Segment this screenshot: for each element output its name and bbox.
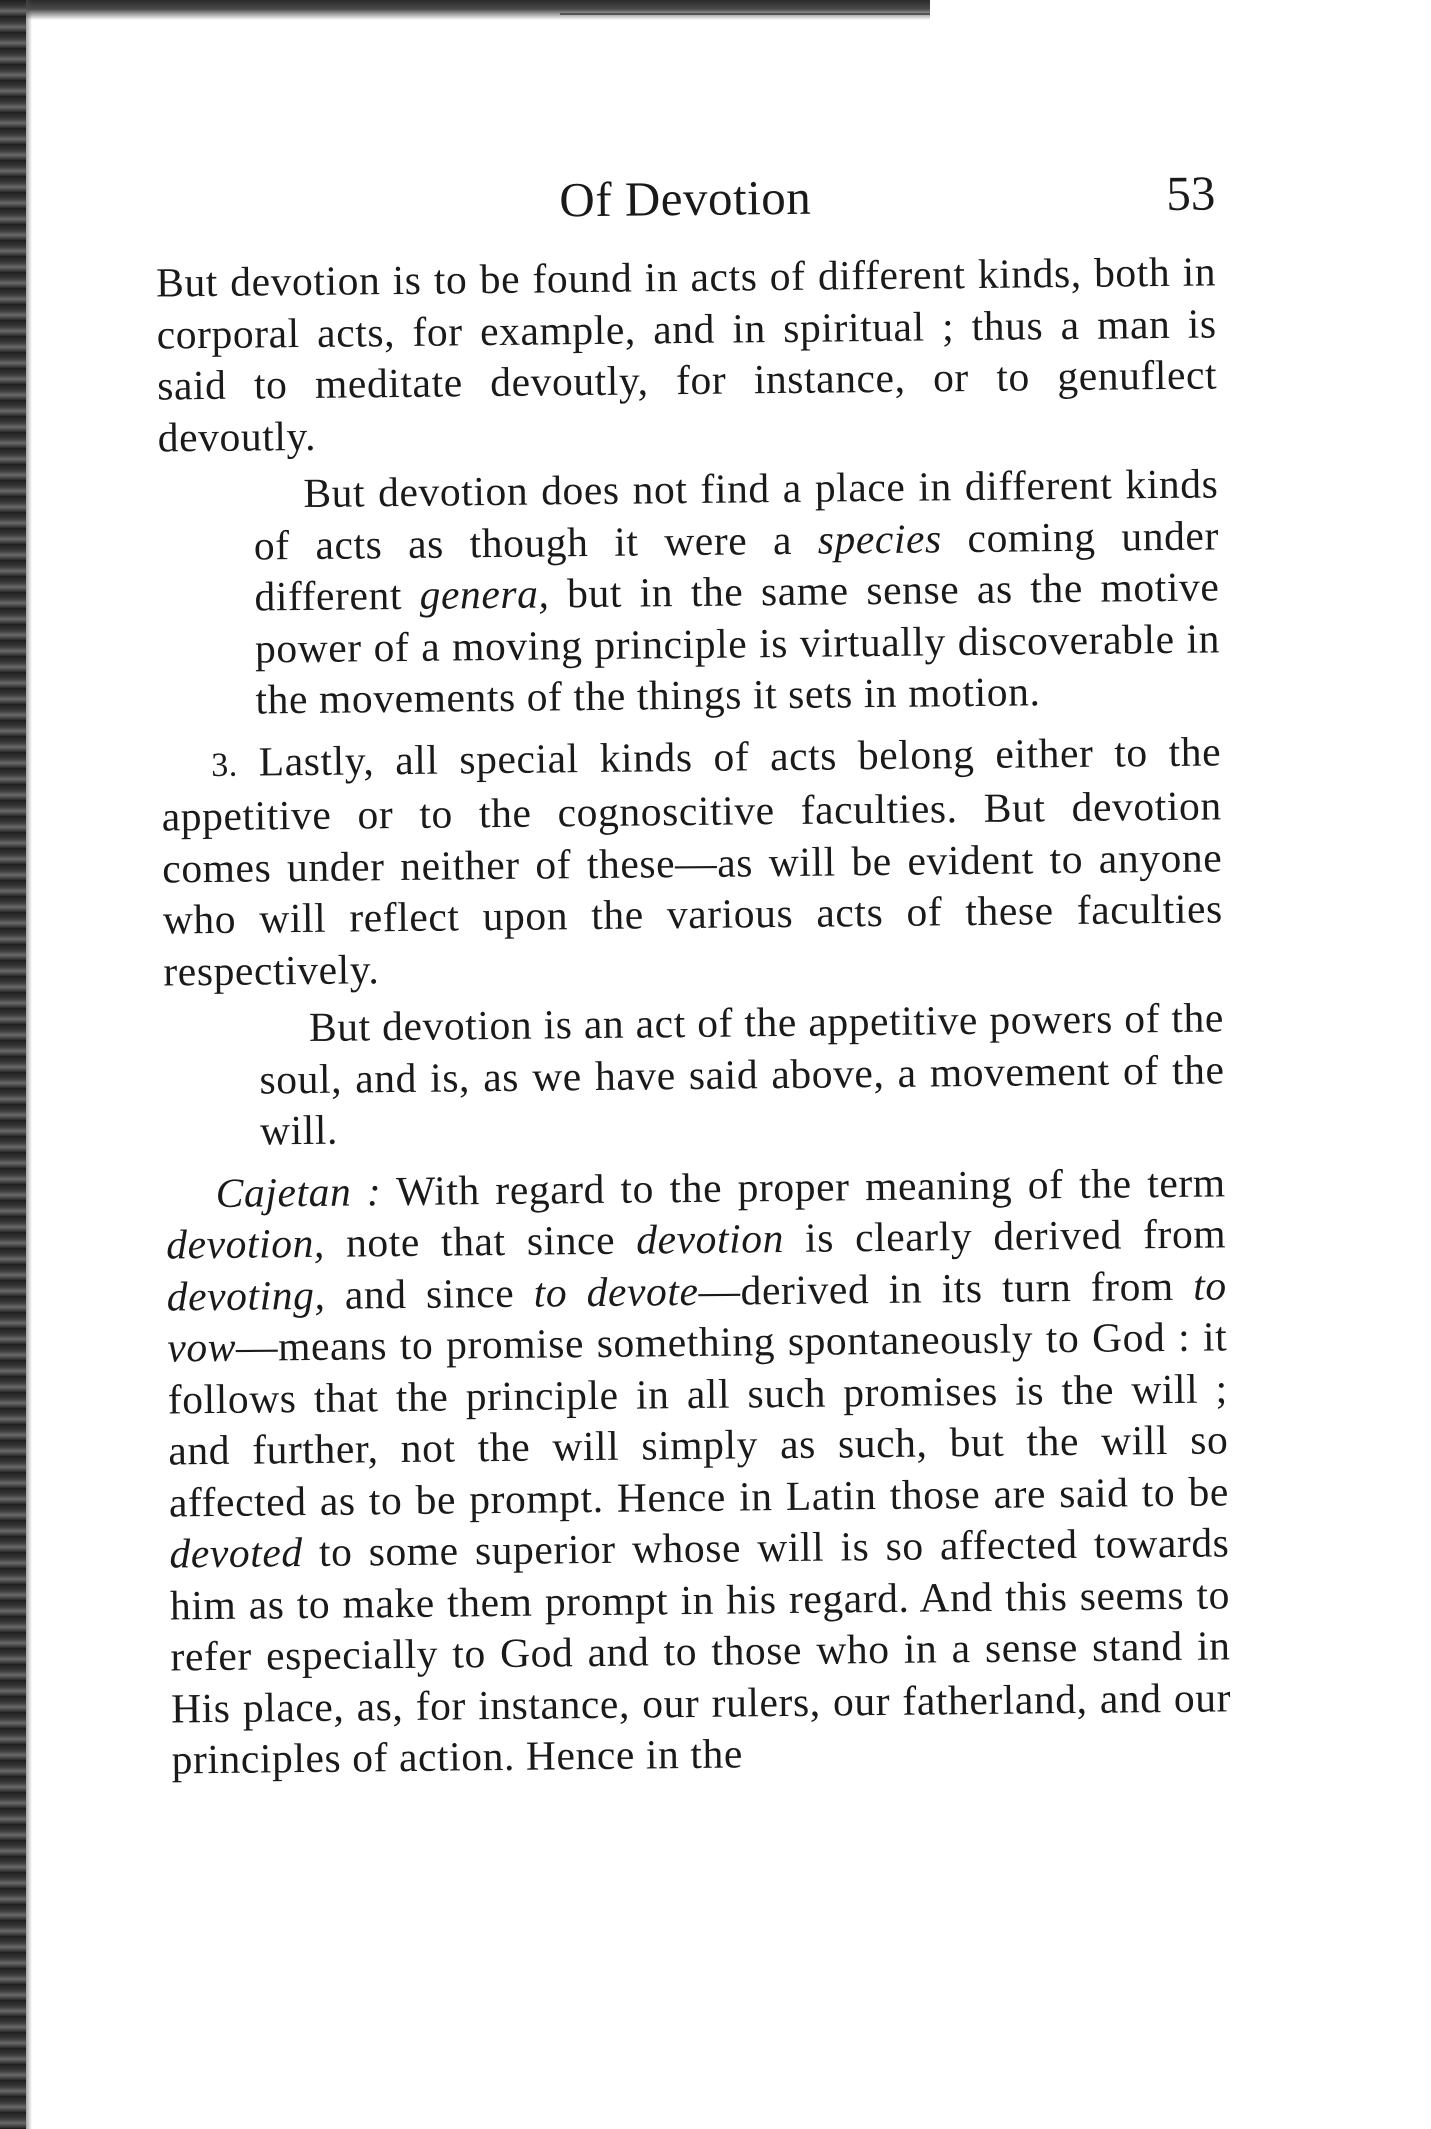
- reply-2-part2: coming under different: [254, 511, 1220, 620]
- cajetan-text-1: With regard to the proper meaning of the term: [381, 1158, 1226, 1214]
- reply-2-text: [253, 458, 1221, 726]
- scan-edge-line: [560, 13, 930, 15]
- cajetan-text-2: note that since: [324, 1216, 637, 1266]
- running-head: [155, 164, 1216, 245]
- book-page: [155, 164, 1232, 1786]
- reply-2-part3: but in the same sense as the motive power of a moving principle is virtually discoverable in the movements of the things it sets in motion.: [254, 563, 1221, 723]
- reply-2: [253, 458, 1221, 726]
- cajetan-term-5: to vow: [167, 1261, 1227, 1371]
- cajetan-term-2: devotion: [635, 1215, 785, 1263]
- cajetan-term-3: devoting,: [166, 1271, 326, 1319]
- scan-shadow-top: [0, 0, 930, 20]
- reply-2-part1: But devotion does not find a place in different kinds of acts as though it were a: [253, 460, 1219, 569]
- objection-2-continued: But devotion is to be found in acts of different kinds, both in corporal acts, for example, and in spiritual ; thus a man is said to meditate devoutly, for instance, or to genuflect devoutly.: [155, 248, 1218, 461]
- body-text: [156, 246, 1232, 1786]
- objection-number: 3.: [211, 746, 239, 784]
- page-number: 53: [1165, 165, 1216, 221]
- cajetan-text-6: —means to promise something spontaneously to God : it follows that the principle in all such promises is the will ; and further, not the will simply as such, but the will so affected as to be prompt. Hence in Latin those are said to be: [167, 1313, 1230, 1525]
- genera-term: genera,: [419, 570, 550, 618]
- scan-binding-left: [0, 0, 26, 2129]
- reply-3: [259, 992, 1226, 1157]
- objection-3-text: Lastly, all special kinds of acts belong either to the appetitive or to the cognoscitive faculties. But devotion comes under neither of these—as will be evident to anyone who will reflect upon the various acts of these faculties respectively.: [161, 727, 1224, 995]
- cajetan-text-7: to some superior whose will is so affected towards him as to make them prompt in his regard. And this seems to refer especially to God and to those who in a sense stand in His place, as, for instance, our rulers, our fatherland, and our principles of action. Hence in the: [169, 1519, 1232, 1783]
- chapter-title: Of Devotion: [559, 169, 812, 228]
- cajetan-text-5: —derived in its turn from: [698, 1262, 1194, 1314]
- cajetan-term-1: devotion,: [165, 1219, 326, 1268]
- scan-binding-shadow: [26, 0, 32, 2129]
- cajetan-text-3: is clearly derived from: [783, 1210, 1227, 1262]
- commentator-name: Cajetan :: [215, 1167, 382, 1216]
- reply-3-text: But devotion is an act of the appetitive powers of the soul, and is, as we have said above, a movement of the will.: [259, 994, 1225, 1154]
- cajetan-term-4: to devote: [533, 1267, 699, 1316]
- cajetan-commentary: [165, 1157, 1231, 1786]
- cajetan-text-4: and since: [325, 1269, 534, 1318]
- objection-3: [161, 726, 1224, 998]
- cajetan-term-6: devoted: [169, 1529, 303, 1577]
- species-term: species: [817, 514, 943, 563]
